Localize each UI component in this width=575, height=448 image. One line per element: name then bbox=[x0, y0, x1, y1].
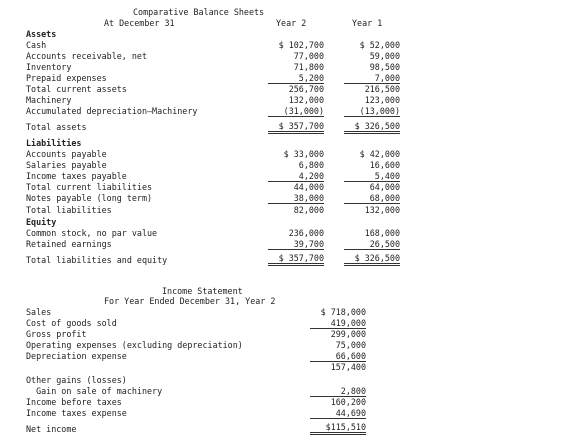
cell-year2: $ 357,700 bbox=[268, 253, 324, 266]
cell-year1: 123,000 bbox=[364, 95, 400, 105]
cell-value: $ 718,000 bbox=[320, 307, 366, 317]
cell-year1: 7,000 bbox=[344, 73, 400, 84]
cell-year2: $ 357,700 bbox=[268, 121, 324, 134]
income-subtitle: For Year Ended December 31, Year 2 bbox=[104, 296, 276, 306]
row-label: Total liabilities bbox=[26, 205, 112, 215]
equity-header: Equity bbox=[26, 217, 57, 227]
balance-title: Comparative Balance Sheets bbox=[133, 7, 265, 17]
cell-year1: (13,000) bbox=[344, 106, 400, 117]
cell-value: 160,200 bbox=[330, 397, 366, 407]
row-label: Notes payable (long term) bbox=[26, 193, 153, 203]
row-label: Gain on sale of machinery bbox=[26, 386, 163, 396]
cell-year2: 39,700 bbox=[268, 239, 324, 250]
cell-year1: 16,600 bbox=[369, 160, 400, 170]
cell-year1: 68,000 bbox=[344, 193, 400, 204]
row-label: Accumulated depreciation—Machinery bbox=[26, 106, 198, 116]
cell-value: 419,000 bbox=[310, 318, 366, 329]
cell-year2: 44,000 bbox=[293, 182, 324, 192]
row-label: Machinery bbox=[26, 95, 72, 105]
row-label: Income before taxes bbox=[26, 397, 122, 407]
col-year1-header: Year 1 bbox=[352, 18, 383, 28]
cell-value: 299,000 bbox=[330, 329, 366, 339]
row-label: Common stock, no par value bbox=[26, 228, 158, 238]
row-label: Total assets bbox=[26, 122, 87, 132]
row-label: Prepaid expenses bbox=[26, 73, 107, 83]
balance-date-label: At December 31 bbox=[104, 18, 175, 28]
cell-year1: $ 326,500 bbox=[344, 121, 400, 134]
row-label: Sales bbox=[26, 307, 52, 317]
cell-year1: 132,000 bbox=[364, 205, 400, 215]
row-label: Retained earnings bbox=[26, 239, 112, 249]
cell-value: 44,690 bbox=[310, 408, 366, 419]
liabilities-header: Liabilities bbox=[26, 138, 82, 148]
cell-year1: 98,500 bbox=[369, 62, 400, 72]
cell-year1: 26,500 bbox=[344, 239, 400, 250]
cell-year1: 216,500 bbox=[364, 84, 400, 94]
cell-year1: 5,400 bbox=[344, 171, 400, 182]
cell-year2: 71,800 bbox=[293, 62, 324, 72]
cell-value: 157,400 bbox=[330, 362, 366, 372]
cell-value: 2,800 bbox=[310, 386, 366, 397]
row-label: Total current assets bbox=[26, 84, 127, 94]
row-label: Depreciation expense bbox=[26, 351, 127, 361]
cell-value: 66,600 bbox=[310, 351, 366, 362]
row-label: Inventory bbox=[26, 62, 72, 72]
row-label: Salaries payable bbox=[26, 160, 107, 170]
cell-year2: 5,200 bbox=[268, 73, 324, 84]
row-label: Accounts payable bbox=[26, 149, 107, 159]
cell-year2: 4,200 bbox=[268, 171, 324, 182]
cell-year2: 77,000 bbox=[293, 51, 324, 61]
assets-header: Assets bbox=[26, 29, 57, 39]
income-title: Income Statement bbox=[162, 286, 243, 296]
cell-year2: 38,000 bbox=[268, 193, 324, 204]
cell-year1: 59,000 bbox=[369, 51, 400, 61]
cell-year2: 132,000 bbox=[288, 95, 324, 105]
cell-year1: $ 326,500 bbox=[344, 253, 400, 266]
cell-year2: 256,700 bbox=[288, 84, 324, 94]
cell-year1: 64,000 bbox=[369, 182, 400, 192]
col-year2-header: Year 2 bbox=[276, 18, 307, 28]
row-label: Net income bbox=[26, 424, 77, 434]
row-label: Gross profit bbox=[26, 329, 87, 339]
cell-year2: (31,000) bbox=[268, 106, 324, 117]
cell-year2: 6,800 bbox=[298, 160, 324, 170]
row-label: Operating expenses (excluding depreciation) bbox=[26, 340, 243, 350]
row-label: Accounts receivable, net bbox=[26, 51, 148, 61]
cell-year1: $ 52,000 bbox=[359, 40, 400, 50]
cell-year1: $ 42,000 bbox=[359, 149, 400, 159]
row-label: Total liabilities and equity bbox=[26, 255, 168, 265]
cell-year2: $ 102,700 bbox=[278, 40, 324, 50]
row-label: Other gains (losses) bbox=[26, 375, 127, 385]
cell-value: 75,000 bbox=[335, 340, 366, 350]
cell-year2: 82,000 bbox=[293, 205, 324, 215]
row-label: Income taxes expense bbox=[26, 408, 127, 418]
row-label: Income taxes payable bbox=[26, 171, 127, 181]
cell-year2: $ 33,000 bbox=[283, 149, 324, 159]
cell-year2: 236,000 bbox=[288, 228, 324, 238]
row-label: Cash bbox=[26, 40, 47, 50]
row-label: Cost of goods sold bbox=[26, 318, 117, 328]
net-income-value: $115,510 bbox=[310, 422, 366, 435]
row-label: Total current liabilities bbox=[26, 182, 153, 192]
cell-year1: 168,000 bbox=[364, 228, 400, 238]
